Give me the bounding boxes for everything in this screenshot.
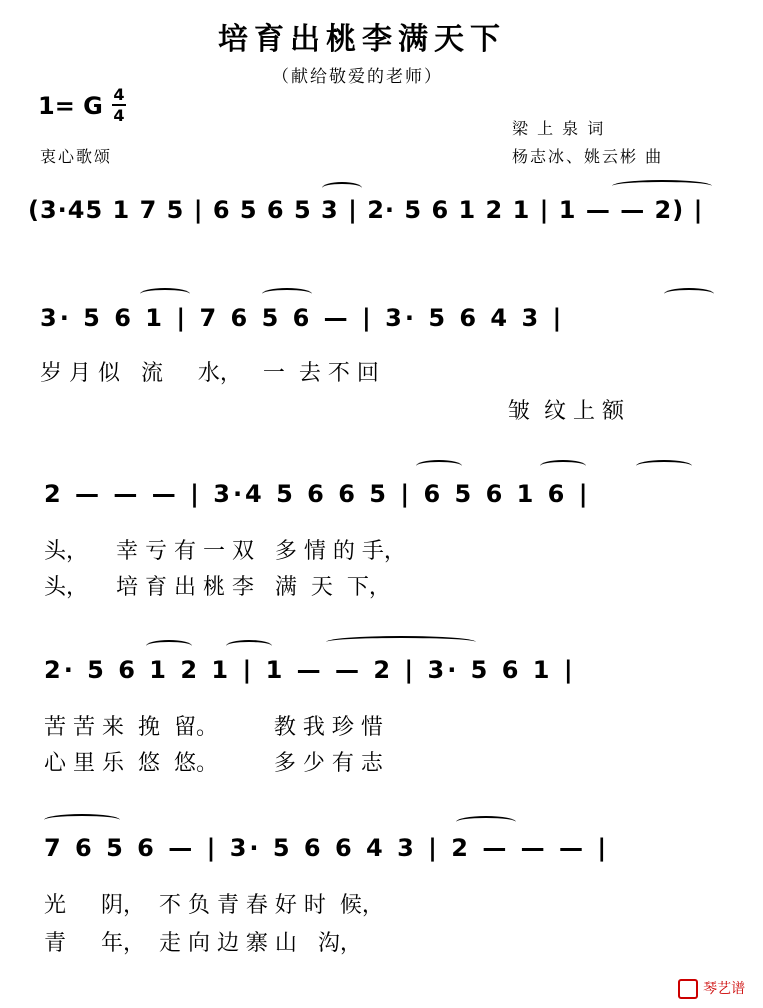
lyrics-line-2-verse-2: 皱 纹 上 额 bbox=[508, 399, 624, 424]
slur bbox=[664, 288, 714, 300]
notes-line-4: 2· 5 6 1 2 1 | 1 — — 2 | 3· 5 6 1 | bbox=[44, 656, 576, 684]
time-signature bbox=[112, 86, 126, 124]
lyrics-line-5-verse-2: 青 年， 走 向 边 寨 山 沟， bbox=[44, 931, 362, 956]
slur bbox=[226, 640, 272, 652]
slur bbox=[416, 460, 462, 472]
slur bbox=[612, 180, 712, 192]
lyrics-line-3-verse-1: 头， 幸 亏 有 一 双 多 情 的 手， bbox=[44, 539, 406, 564]
time-sig-bottom: 4 bbox=[113, 106, 125, 125]
slur bbox=[456, 816, 516, 828]
slur bbox=[636, 460, 692, 472]
song-title: 培育出桃李满天下 bbox=[218, 22, 506, 57]
composer-credit: 杨志冰、姚云彬 曲 bbox=[512, 147, 664, 166]
notes-line-2: 3· 5 6 1 | 7 6 5 6 — | 3· 5 6 4 3 | bbox=[40, 304, 565, 332]
slur bbox=[322, 182, 362, 194]
slur bbox=[140, 288, 190, 300]
slur bbox=[326, 636, 476, 648]
lyrics-line-3-verse-2: 头， 培 育 出 桃 李 满 天 下， bbox=[44, 575, 391, 600]
slur bbox=[44, 814, 120, 826]
watermark bbox=[678, 978, 745, 999]
slur bbox=[262, 288, 312, 300]
lyrics-line-4-verse-2: 心 里 乐 悠 悠。 多 少 有 志 bbox=[44, 751, 383, 776]
time-sig-top: 4 bbox=[113, 85, 125, 104]
notes-line-1: (3·45 1 7 5 | 6 5 6 5 3 | 2· 5 6 1 2 1 | 1 — — 2) | bbox=[28, 196, 704, 224]
lyricist-credit: 梁 上 泉 词 bbox=[512, 119, 606, 138]
key-signature: 1= G bbox=[38, 92, 103, 120]
notes-line-5: 7 6 5 6 — | 3· 5 6 6 4 3 | 2 — — — | bbox=[44, 834, 610, 862]
watermark-logo-icon bbox=[678, 979, 698, 999]
lyrics-line-4-verse-1: 苦 苦 来 挽 留。 教 我 珍 惜 bbox=[44, 715, 383, 740]
expression-mark: 衷心歌颂 bbox=[40, 147, 113, 166]
slur bbox=[146, 640, 192, 652]
slur bbox=[540, 460, 586, 472]
lyrics-line-2-verse-1: 岁 月 似 流 水， 一 去 不 回 bbox=[40, 361, 379, 386]
dedication: （献给敬爱的老师） bbox=[272, 67, 443, 87]
notes-line-3: 2 — — — | 3·4 5 6 6 5 | 6 5 6 1 6 | bbox=[44, 480, 591, 508]
watermark-text: 琴艺谱 bbox=[703, 981, 746, 997]
lyrics-line-5-verse-1: 光 阴， 不 负 青 春 好 时 候， bbox=[44, 893, 384, 918]
